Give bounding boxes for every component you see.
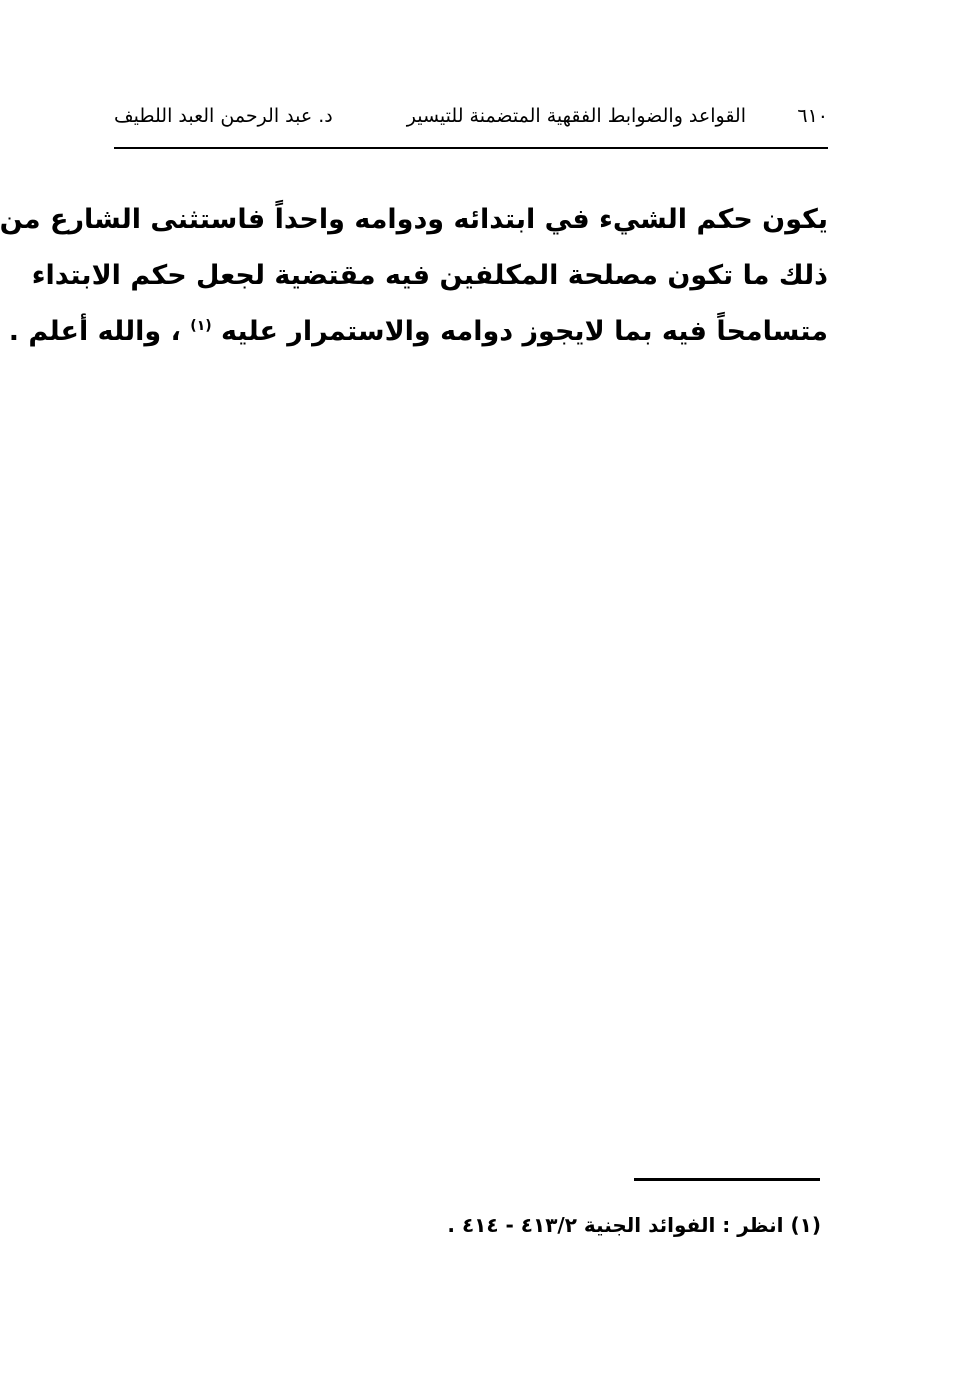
book-title: القواعد والضوابط الفقهية المتضمنة للتيسير — [406, 105, 746, 127]
running-header — [114, 98, 828, 134]
footnote-rule — [634, 1178, 820, 1181]
body-text — [0, 192, 828, 360]
body-line: ذلك ما تكون مصلحة المكلفين فيه مقتضية لجعل حكم الابتداء — [31, 260, 828, 291]
body-line-last — [8, 304, 828, 360]
closing-phrase: ، والله أعلم . — [8, 316, 181, 347]
header-rule — [114, 147, 828, 149]
page-number: ٦١٠ — [797, 105, 828, 127]
footnote: (١) انظر : الفوائد الجنية ٤١٣/٢ - ٤١٤ . — [447, 1213, 821, 1237]
author-name: د. عبد الرحمن العبد اللطيف — [114, 105, 333, 127]
body-line-text: متسامحاً فيه بما لايجوز دوامه والاستمرار عليه — [221, 316, 828, 347]
body-line: يكون حكم الشيء في ابتدائه ودوامه واحداً فاستثنى الشارع من — [0, 204, 828, 235]
footnote-reference[interactable]: (١) — [190, 318, 212, 334]
